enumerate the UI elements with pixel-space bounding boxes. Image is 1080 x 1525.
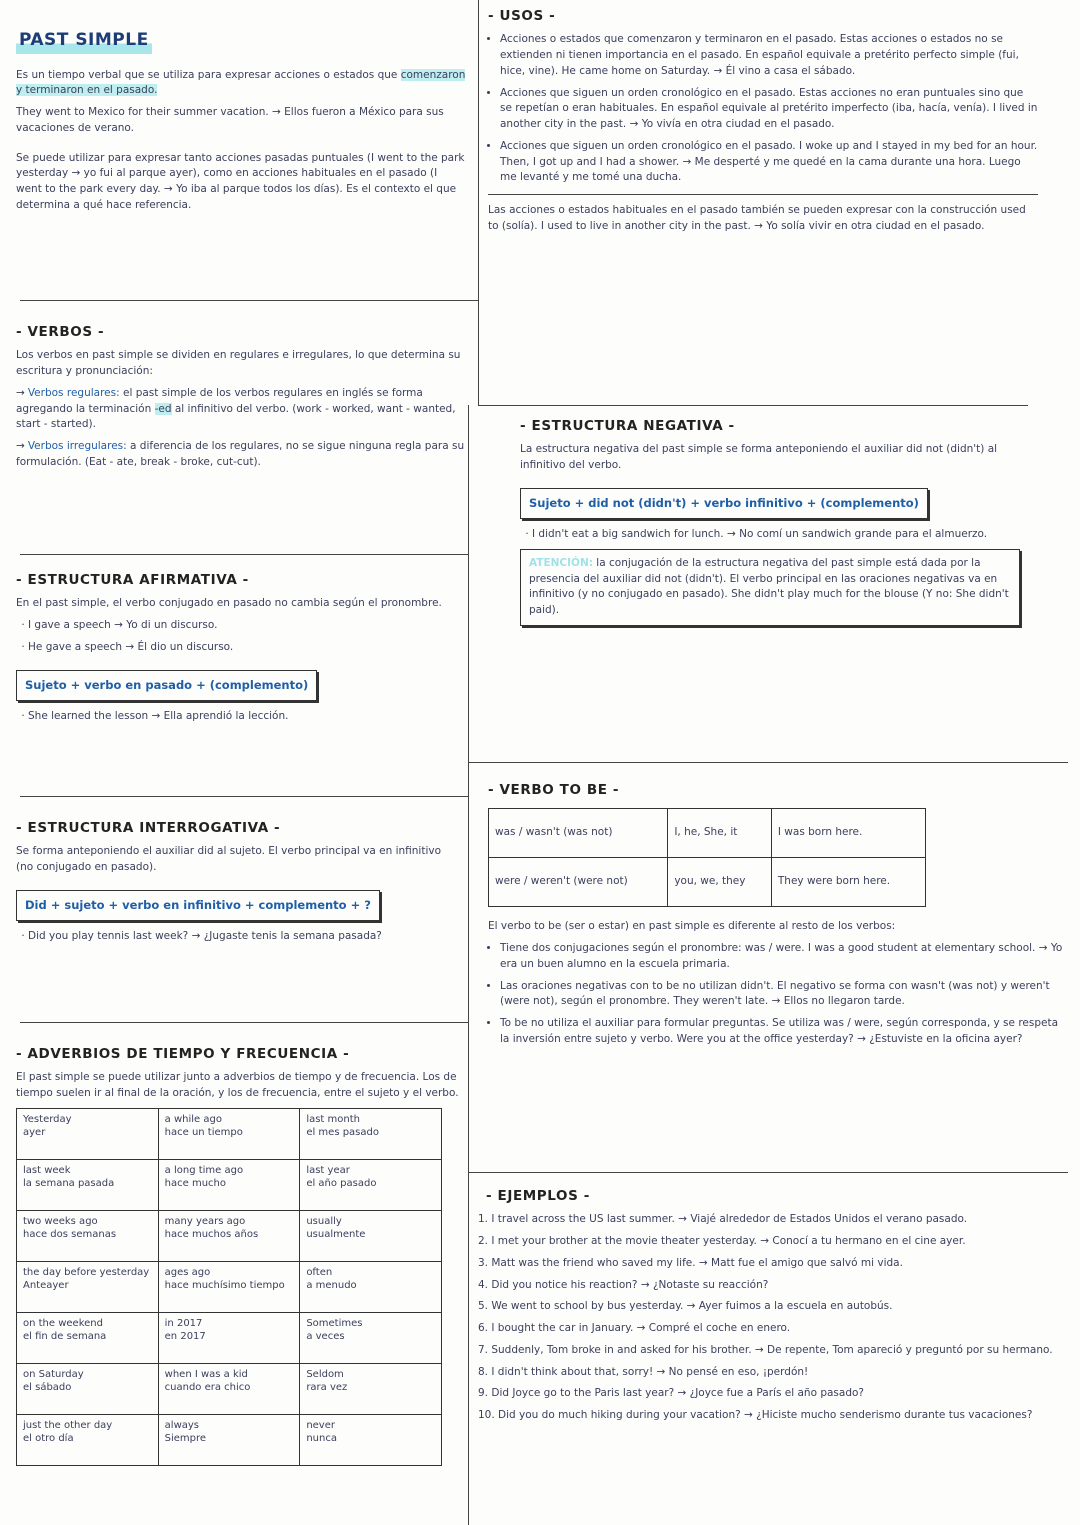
list-item: 3. Matt was the friend who saved my life. → Matt fue el amigo que salvó mi vida. xyxy=(478,1256,903,1269)
section-past-simple xyxy=(16,28,466,220)
section-title: - VERBOS - xyxy=(16,324,105,340)
list-item: · Did you play tennis last week? → ¿Jugaste tenis la semana pasada? xyxy=(28,929,461,945)
table-cell: many years ago hace muchos años xyxy=(158,1210,300,1261)
section-title: - USOS - xyxy=(488,8,556,24)
list-item: 2. I met your brother at the movie theater yesterday. → Conocí a tu hermano en el cine ayer. xyxy=(478,1235,966,1247)
table-cell: a while ago hace un tiempo xyxy=(158,1108,300,1159)
list-item: 10. Did you do much hiking during your vacation? → ¿Hiciste mucho senderismo durante tus vacaciones? xyxy=(478,1409,1033,1421)
divider xyxy=(20,1022,468,1023)
regular-verbs: → Verbos regulares: el past simple de los verbos regulares en inglés se forma agregando la terminación -ed al infinitivo del verbo. (work - worked, want - wanted, start - started). xyxy=(16,386,456,431)
section-title: - ADVERBIOS DE TIEMPO Y FRECUENCIA - xyxy=(16,1046,350,1062)
table-cell: Yesterday ayer xyxy=(17,1108,159,1159)
divider xyxy=(20,554,468,555)
table-cell: in 2017 en 2017 xyxy=(158,1312,300,1363)
intro-paragraph: Es un tiempo verbal que se utiliza para expresar acciones o estados que comenzaron y terminaron en el pasado. xyxy=(16,68,466,97)
table-row xyxy=(17,1312,442,1363)
section-usos xyxy=(488,6,1038,241)
table-cell: I was born here. xyxy=(771,809,925,858)
divider xyxy=(468,1172,1068,1173)
list-item: 6. I bought the car in January. → Compré el coche en enero. xyxy=(478,1322,791,1334)
interrogativa-intro: Se forma anteponiendo el auxiliar did al sujeto. El verbo principal va en infinitivo (no conjugado en pasado). xyxy=(16,845,442,873)
list-item: 5. We went to school by bus yesterday. → Ayer fuimos a la escuela en autobús. xyxy=(478,1300,893,1313)
divider xyxy=(478,405,1028,406)
divider xyxy=(20,796,468,797)
examples-list xyxy=(478,1212,1072,1424)
list-item: · She learned the lesson → Ella aprendió la lección. xyxy=(28,709,461,725)
section-to-be xyxy=(488,780,1066,1054)
table-row xyxy=(17,1363,442,1414)
table-cell: the day before yesterday Anteayer xyxy=(17,1261,159,1312)
table-cell: usually usualmente xyxy=(300,1210,442,1261)
table-cell: always Siempre xyxy=(158,1414,300,1465)
list-item: 8. I didn't think about that, sorry! → No pensé en eso, ¡perdón! xyxy=(478,1365,809,1378)
section-ejemplos xyxy=(478,1186,1072,1430)
table-row xyxy=(489,858,926,907)
list-item: · I gave a speech → Yo di un discurso. xyxy=(28,618,461,634)
list-item: 9. Did Joyce go to the Paris last year? → ¿Joyce fue a París el año pasado? xyxy=(478,1387,864,1400)
attention-box: ATENCIÓN: la conjugación de la estructura negativa del past simple está dada por la presencia del auxiliar did not (didn't). El verbo principal en las oraciones negativas va en infinitivo (y no conjugado en pasado). She didn't play much for the blouse (Y no: She didn't paid). xyxy=(520,549,1020,626)
list-item: 7. Suddenly, Tom broke in and asked for his brother. → De repente, Tom apareció y preguntó por su hermano. xyxy=(478,1343,1053,1356)
list-item: • Las oraciones negativas con to be no utilizan didn't. El negativo se forma con wasn't (was not) y weren't (were not), según el pronombre. They weren't late. → Ellos no llegaron tarde. xyxy=(500,979,1066,1011)
table-cell: on the weekend el fin de semana xyxy=(17,1312,159,1363)
adverbs-table xyxy=(16,1108,442,1466)
table-cell: was / wasn't (was not) xyxy=(489,809,668,858)
list-item: · He gave a speech → Él dio un discurso. xyxy=(28,640,461,656)
afirmativa-intro: En el past simple, el verbo conjugado en pasado no cambia según el pronombre. xyxy=(16,597,442,610)
list-item: 1. I travel across the US last summer. → Viajé alrededor de Estados Unidos el verano pasado. xyxy=(478,1213,968,1226)
table-cell: last month el mes pasado xyxy=(300,1108,442,1159)
list-item: • To be no utiliza el auxiliar para formular preguntas. Se utiliza was / were, según corresponda, y se respeta la inversión entre sujeto y verbo. Were you at the office yesterday? → ¿Estuviste en la oficina ayer? xyxy=(500,1016,1066,1048)
page-title: PAST SIMPLE xyxy=(16,28,152,54)
negativa-intro: La estructura negativa del past simple se forma anteponiendo el auxiliar did not (didn't) al infinitivo del verbo. xyxy=(520,443,998,471)
column-divider-top xyxy=(478,0,479,405)
divider xyxy=(468,762,1068,763)
table-cell: last week la semana pasada xyxy=(17,1159,159,1210)
to-be-table xyxy=(488,808,926,907)
table-row xyxy=(17,1261,442,1312)
table-cell: never nunca xyxy=(300,1414,442,1465)
section-title: - EJEMPLOS - xyxy=(486,1188,590,1204)
list-item: • Tiene dos conjugaciones según el pronombre: was / were. I was a good student at elementary school. → Yo era un buen alumno en la escuela primaria. xyxy=(500,941,1066,973)
table-row xyxy=(17,1414,442,1465)
list-item: · I didn't eat a big sandwich for lunch. → No comí un sandwich grande para el almuerzo. xyxy=(532,527,1020,543)
table-cell: when I was a kid cuando era chico xyxy=(158,1363,300,1414)
section-negativa xyxy=(520,416,1020,626)
section-title: - VERBO TO BE - xyxy=(488,782,620,798)
table-cell: last year el año pasado xyxy=(300,1159,442,1210)
column-divider-bottom xyxy=(468,405,469,1525)
section-adverbios xyxy=(16,1044,464,1466)
example-sentence: They went to Mexico for their summer vacation. → Ellos fueron a México para sus vacaciones de verano. xyxy=(16,106,444,134)
table-cell: They were born here. xyxy=(771,858,925,907)
section-afirmativa xyxy=(16,570,461,731)
arrow-icon: → xyxy=(16,386,25,399)
section-title: - ESTRUCTURA NEGATIVA - xyxy=(520,418,735,434)
verbos-intro: Los verbos en past simple se dividen en regulares e irregulares, lo que determina su escritura y pronunciación: xyxy=(16,349,461,377)
formula-box: Sujeto + verbo en pasado + (complemento) xyxy=(16,670,317,701)
divider xyxy=(20,300,478,301)
table-cell: on Saturday el sábado xyxy=(17,1363,159,1414)
list-item: • Acciones o estados que comenzaron y terminaron en el pasado. Estas acciones o estados no se extienden ni tienen importancia en el pasado. En español equivale a pretérito perfecto simple (fui, hice, vine). He came home on Saturday. → Él vino a casa el sábado. xyxy=(500,32,1038,79)
table-cell: often a menudo xyxy=(300,1261,442,1312)
to-be-intro: El verbo to be (ser o estar) en past simple es diferente al resto de los verbos: xyxy=(488,920,896,933)
table-row xyxy=(17,1210,442,1261)
table-cell: two weeks ago hace dos semanas xyxy=(17,1210,159,1261)
table-cell: Sometimes a veces xyxy=(300,1312,442,1363)
adverbios-intro: El past simple se puede utilizar junto a adverbios de tiempo y de frecuencia. Los de tiempo suelen ir al final de la oración, y los de frecuencia, entre el sujeto y el verbo. xyxy=(16,1071,459,1099)
section-title: - ESTRUCTURA AFIRMATIVA - xyxy=(16,572,249,588)
list-item: 4. Did you notice his reaction? → ¿Notaste su reacción? xyxy=(478,1278,769,1291)
formula-box: Sujeto + did not (didn't) + verbo infinitivo + (complemento) xyxy=(520,488,928,519)
section-verbos xyxy=(16,322,466,477)
list-item: • Acciones que siguen un orden cronológico en el pasado. I woke up and I stayed in my bed for an hour. Then, I got up and I had a shower. → Me desperté y me quedé en la cama durante una hora. Luego me levanté y me tomé una ducha. xyxy=(500,139,1038,186)
table-cell: were / weren't (were not) xyxy=(489,858,668,907)
table-cell: just the other day el otro día xyxy=(17,1414,159,1465)
table-cell: ages ago hace muchísimo tiempo xyxy=(158,1261,300,1312)
usage-paragraph: Se puede utilizar para expresar tanto acciones pasadas puntuales (I went to the park yesterday → yo fui al parque ayer), como en acciones habituales en el pasado (I went to the park every day. → Yo iba al parque todos los días). Es el contexto el que determina a qué hace referencia. xyxy=(16,151,465,211)
table-row xyxy=(17,1159,442,1210)
table-cell: a long time ago hace mucho xyxy=(158,1159,300,1210)
table-cell: you, we, they xyxy=(668,858,772,907)
section-interrogativa xyxy=(16,818,461,951)
table-row xyxy=(17,1108,442,1159)
table-cell: I, he, She, it xyxy=(668,809,772,858)
table-row xyxy=(489,809,926,858)
section-title: - ESTRUCTURA INTERROGATIVA - xyxy=(16,820,281,836)
table-cell: Seldom rara vez xyxy=(300,1363,442,1414)
used-to-note: Las acciones o estados habituales en el pasado también se pueden expresar con la construcción used to (solía). I used to live in another city in the past. → Yo solía vivir en otra ciudad en el pasado. xyxy=(488,204,1026,232)
arrow-icon: → xyxy=(16,440,25,452)
irregular-verbs: → Verbos irregulares: a diferencia de los regulares, no se sigue ninguna regla para su formulación. (Eat - ate, break - broke, cut-cut). xyxy=(16,440,465,468)
formula-box: Did + sujeto + verbo en infinitivo + complemento + ? xyxy=(16,890,380,921)
list-item: • Acciones que siguen un orden cronológico en el pasado. Estas acciones no eran puntuales sino que se repetían o eran habituales. En español equivale al pretérito imperfecto (iba, hacía, venía). I lived in another city in the past. → Yo vivía en otra ciudad en el pasado. xyxy=(500,86,1038,133)
